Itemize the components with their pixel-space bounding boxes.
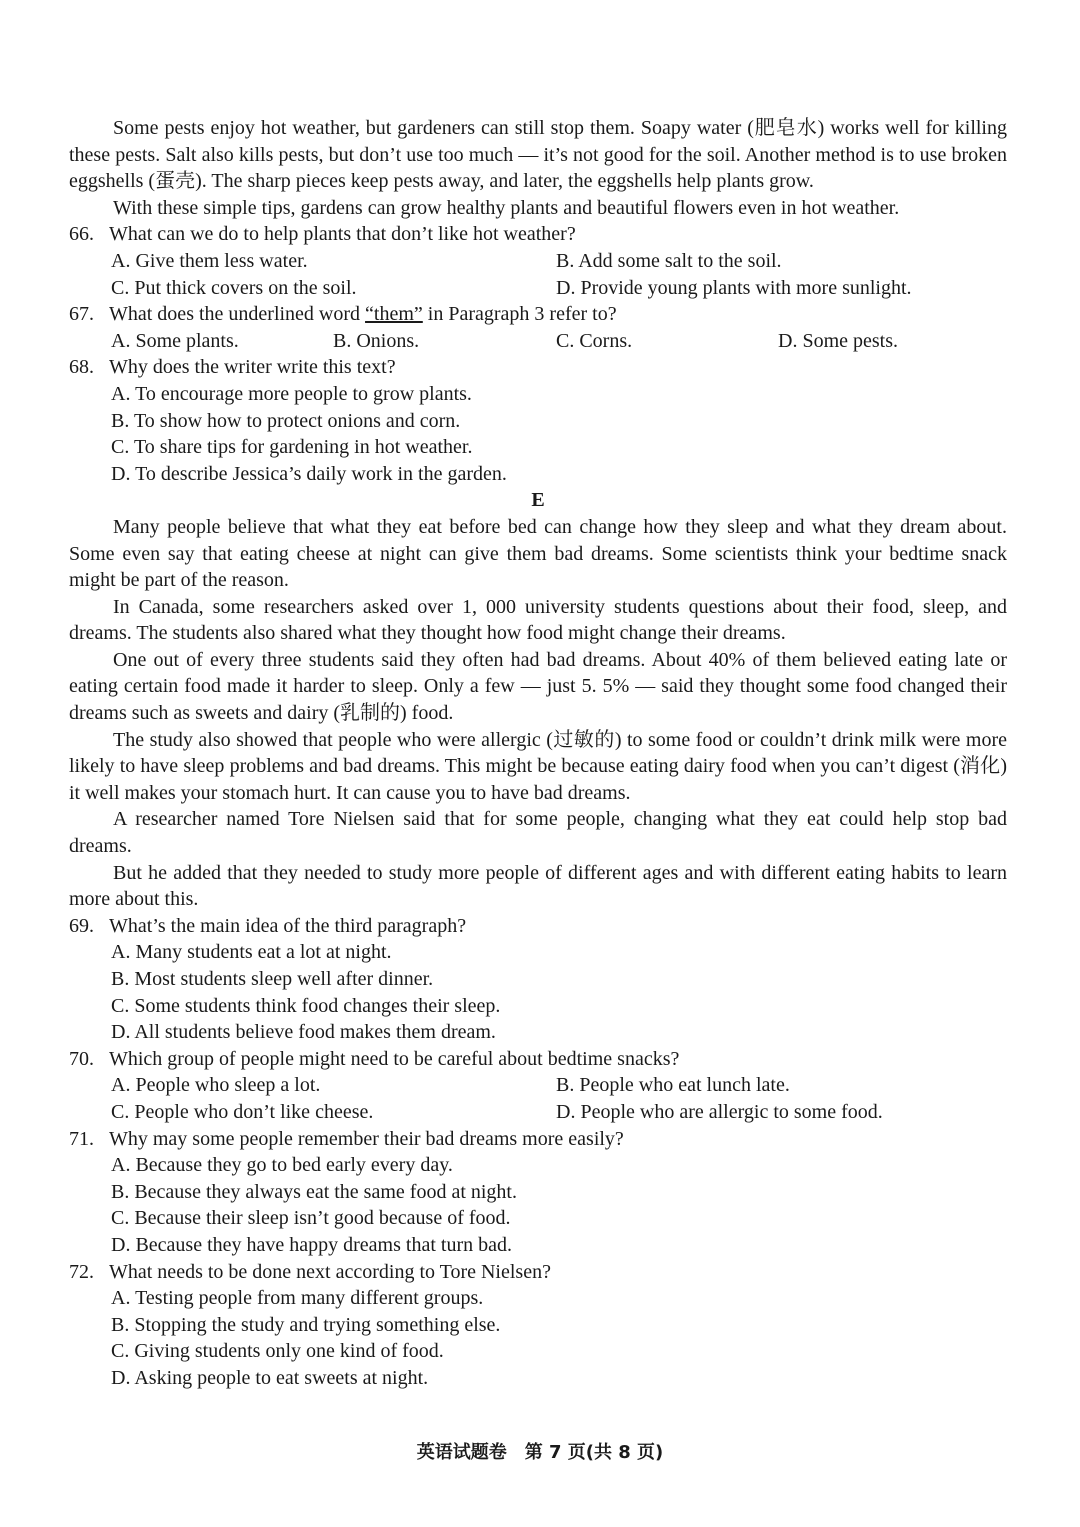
- options: [69, 1152, 1007, 1258]
- option-a: A. Because they go to bed early every day.: [111, 1154, 453, 1177]
- option-d: D. All students believe food makes them dream.: [111, 1021, 496, 1044]
- question-text: What’s the main idea of the third paragraph?: [109, 914, 467, 937]
- question-text: in Paragraph 3 refer to?: [427, 303, 617, 326]
- question-text: Why may some people remember their bad dreams more easily?: [109, 1127, 624, 1150]
- section-letter: E: [531, 489, 545, 512]
- option-b: B. Stopping the study and trying something else.: [111, 1313, 501, 1336]
- question-stem: [69, 301, 1007, 328]
- question-number: 69.: [69, 914, 94, 937]
- exam-page: [69, 115, 1007, 1392]
- option-c: C. To share tips for gardening in hot weather.: [111, 436, 473, 459]
- option-b: B. People who eat lunch late.: [556, 1074, 790, 1097]
- question-text: Why does the writer write this text?: [109, 356, 396, 379]
- option-a: A. Many students eat a lot at night.: [111, 941, 392, 964]
- passage-paragraph: In Canada, some researchers asked over 1, 000 university students questions about their food, sleep, and dreams. The students also shared what they thought how food might change their dreams.: [69, 595, 1007, 645]
- question-70: [69, 1046, 1007, 1126]
- question-stem: [69, 1259, 1007, 1286]
- option-c: C. Giving students only one kind of food.: [111, 1340, 444, 1363]
- option-a: A. To encourage more people to grow plants.: [111, 382, 472, 405]
- passage-paragraph: A researcher named Tore Nielsen said that for some people, changing what they eat could help stop bad dreams.: [69, 808, 1007, 858]
- option-c: C. People who don’t like cheese.: [111, 1100, 374, 1123]
- question-68: [69, 354, 1007, 487]
- passage-paragraph: One out of every three students said they often had bad dreams. About 40% of them believed eating late or eating certain food made it harder to sleep. Only a few — just 5. 5% — said they thought some food changed their dreams such as sweets and dairy (乳制的) food.: [69, 648, 1007, 725]
- question-stem: [69, 1126, 1007, 1153]
- question-69: [69, 913, 1007, 1046]
- question-text: What does the underlined word: [109, 303, 361, 326]
- option-b: B. To show how to protect onions and corn.: [111, 409, 461, 432]
- options: [69, 248, 1007, 301]
- option-d: D. Asking people to eat sweets at night.: [111, 1366, 429, 1389]
- options: [69, 939, 1007, 1045]
- question-67: [69, 301, 1007, 354]
- question-stem: [69, 913, 1007, 940]
- question-text: Which group of people might need to be careful about bedtime snacks?: [109, 1047, 680, 1070]
- question-number: 68.: [69, 356, 94, 379]
- question-number: 66.: [69, 223, 94, 246]
- page-footer: 英语试题卷 第 7 页(共 8 页): [416, 1442, 664, 1463]
- option-c: C. Some students think food changes their sleep.: [111, 994, 501, 1017]
- option-d: D. People who are allergic to some food.: [556, 1100, 883, 1123]
- underlined-word: “them”: [365, 303, 423, 326]
- question-stem: [69, 1046, 1007, 1073]
- options: [69, 328, 1007, 355]
- option-b: B. Onions.: [333, 329, 420, 352]
- question-stem: [69, 354, 1007, 381]
- option-a: A. Give them less water.: [111, 249, 308, 272]
- question-66: [69, 221, 1007, 301]
- option-c: C. Put thick covers on the soil.: [111, 276, 357, 299]
- question-stem: [69, 221, 1007, 248]
- passage-paragraph: With these simple tips, gardens can grow healthy plants and beautiful flowers even in hot weather.: [113, 196, 900, 219]
- option-d: D. Some pests.: [778, 329, 898, 352]
- question-71: [69, 1126, 1007, 1259]
- options: [69, 1285, 1007, 1391]
- passage-paragraph: But he added that they needed to study more people of different ages and with different eating habits to learn more about this.: [69, 861, 1007, 911]
- option-c: C. Because their sleep isn’t good because of food.: [111, 1207, 511, 1230]
- option-b: B. Most students sleep well after dinner.: [111, 968, 434, 990]
- question-number: 72.: [69, 1260, 94, 1283]
- passage-paragraph: Many people believe that what they eat before bed can change how they sleep and what they dream about. Some even say that eating cheese at night can give them bad dreams. Some scientists think your bedtime snack might be part of the reason.: [69, 515, 1007, 592]
- option-a: A. Testing people from many different groups.: [111, 1287, 484, 1310]
- options: [69, 381, 1007, 487]
- question-72: [69, 1259, 1007, 1392]
- option-b: B. Add some salt to the soil.: [556, 249, 782, 272]
- question-text: What can we do to help plants that don’t like hot weather?: [109, 223, 576, 246]
- question-number: 67.: [69, 303, 94, 326]
- passage-paragraph: Some pests enjoy hot weather, but gardeners can still stop them. Soapy water (肥皂水) works well for killing these pests. Salt also kills pests, but don’t use too much — it’s not good for the soil. Another method is to use broken eggshells (蛋壳). The sharp pieces keep pests away, and later, the eggshells help plants grow.: [69, 117, 1007, 193]
- option-d: D. To describe Jessica’s daily work in the garden.: [111, 462, 507, 485]
- option-d: D. Because they have happy dreams that turn bad.: [111, 1233, 512, 1256]
- option-b: B. Because they always eat the same food at night.: [111, 1180, 517, 1203]
- option-a: A. Some plants.: [111, 329, 239, 352]
- passage-paragraph: The study also showed that people who were allergic (过敏的) to some food or couldn’t drink milk were more likely to have sleep problems and bad dreams. This might be because eating dairy food when you can’t digest (消化) it well makes your stomach hurt. It can cause you to have bad dreams.: [69, 728, 1007, 804]
- question-number: 71.: [69, 1127, 94, 1150]
- question-text: What needs to be done next according to Tore Nielsen?: [109, 1260, 551, 1283]
- options: [69, 1072, 1007, 1125]
- question-number: 70.: [69, 1047, 94, 1070]
- option-a: A. People who sleep a lot.: [111, 1074, 321, 1097]
- option-c: C. Corns.: [556, 329, 633, 352]
- option-d: D. Provide young plants with more sunlight.: [556, 276, 912, 299]
